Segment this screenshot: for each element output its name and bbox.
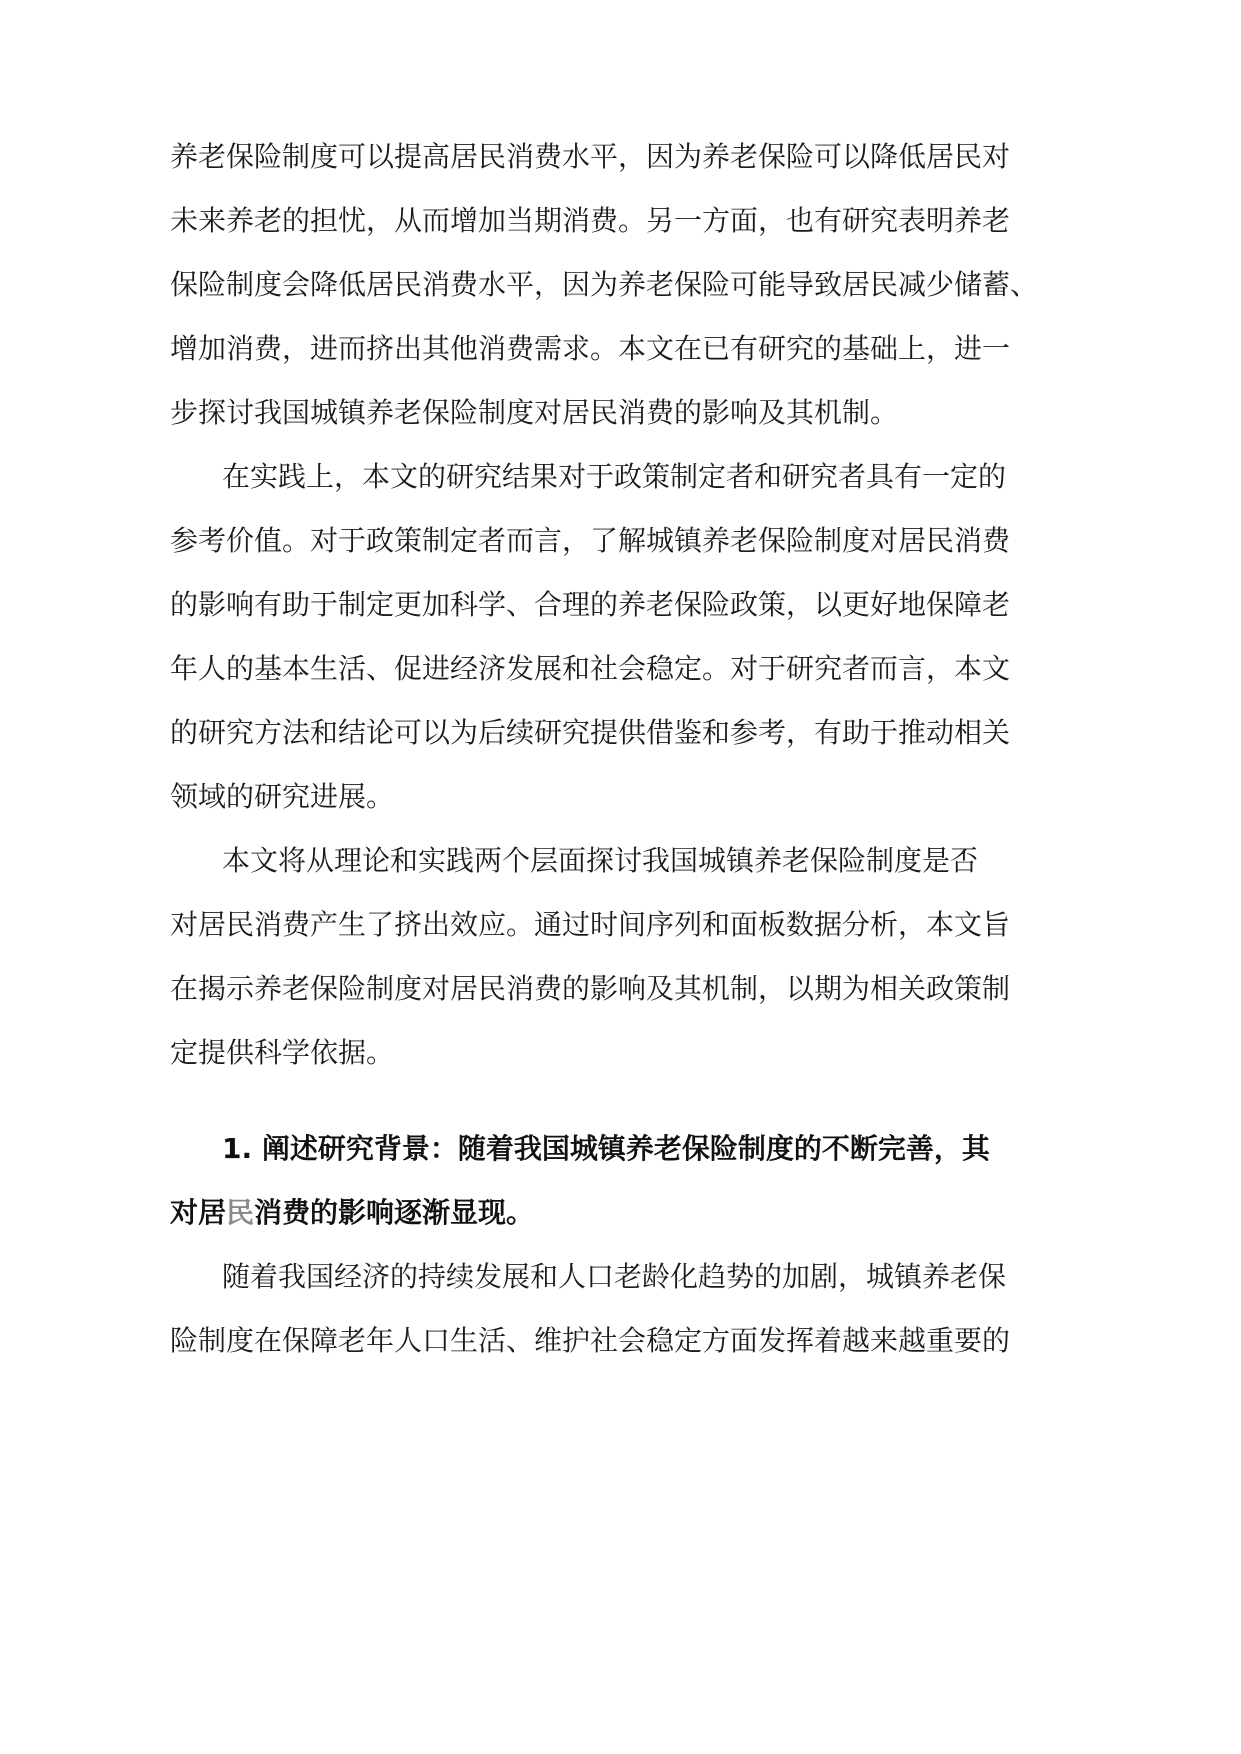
section-heading-line-2 — [170, 1193, 534, 1233]
body-line-6: 在实践上，本文的研究结果对于政策制定者和研究者具有一定的 — [222, 460, 1007, 493]
heading-highlight-char: 民 — [226, 1196, 255, 1229]
body-line-2: 未来养老的担忧，从而增加当期消费。另一方面，也有研究表明养老 — [170, 204, 1011, 237]
body-line-16: 随着我国经济的持续发展和人口老龄化趋势的加剧，城镇养老保 — [222, 1260, 1007, 1293]
body-line-17: 险制度在保障老年人口生活、维护社会稳定方面发挥着越来越重要的 — [170, 1324, 1011, 1357]
body-line-10: 的研究方法和结论可以为后续研究提供借鉴和参考，有助于推动相关 — [170, 716, 1011, 749]
body-line-12: 本文将从理论和实践两个层面探讨我国城镇养老保险制度是否 — [222, 844, 979, 877]
body-line-1: 养老保险制度可以提高居民消费水平，因为养老保险可以降低居民对 — [170, 140, 1011, 173]
heading-text-c: 消费的影响逐渐显现。 — [254, 1196, 535, 1229]
body-line-4: 增加消费，进而挤出其他消费需求。本文在已有研究的基础上，进一 — [170, 332, 1011, 365]
body-line-7: 参考价值。对于政策制定者而言，了解城镇养老保险制度对居民消费 — [170, 524, 1011, 557]
body-line-5: 步探讨我国城镇养老保险制度对居民消费的影响及其机制。 — [170, 396, 899, 429]
body-line-11: 领域的研究进展。 — [170, 780, 395, 813]
section-heading-line-1: 1. 阐述研究背景：随着我国城镇养老保险制度的不断完善，其 — [222, 1132, 990, 1165]
body-line-9: 年人的基本生活、促进经济发展和社会稳定。对于研究者而言，本文 — [170, 652, 1011, 685]
body-line-13: 对居民消费产生了挤出效应。通过时间序列和面板数据分析，本文旨 — [170, 908, 1011, 941]
heading-text-a: 对居 — [170, 1196, 227, 1229]
body-line-8: 的影响有助于制定更加科学、合理的养老保险政策，以更好地保障老 — [170, 588, 1011, 621]
body-line-14: 在揭示养老保险制度对居民消费的影响及其机制，以期为相关政策制 — [170, 972, 1011, 1005]
body-line-3: 保险制度会降低居民消费水平，因为养老保险可能导致居民减少储蓄、 — [170, 268, 1039, 301]
body-line-15: 定提供科学依据。 — [170, 1036, 395, 1069]
